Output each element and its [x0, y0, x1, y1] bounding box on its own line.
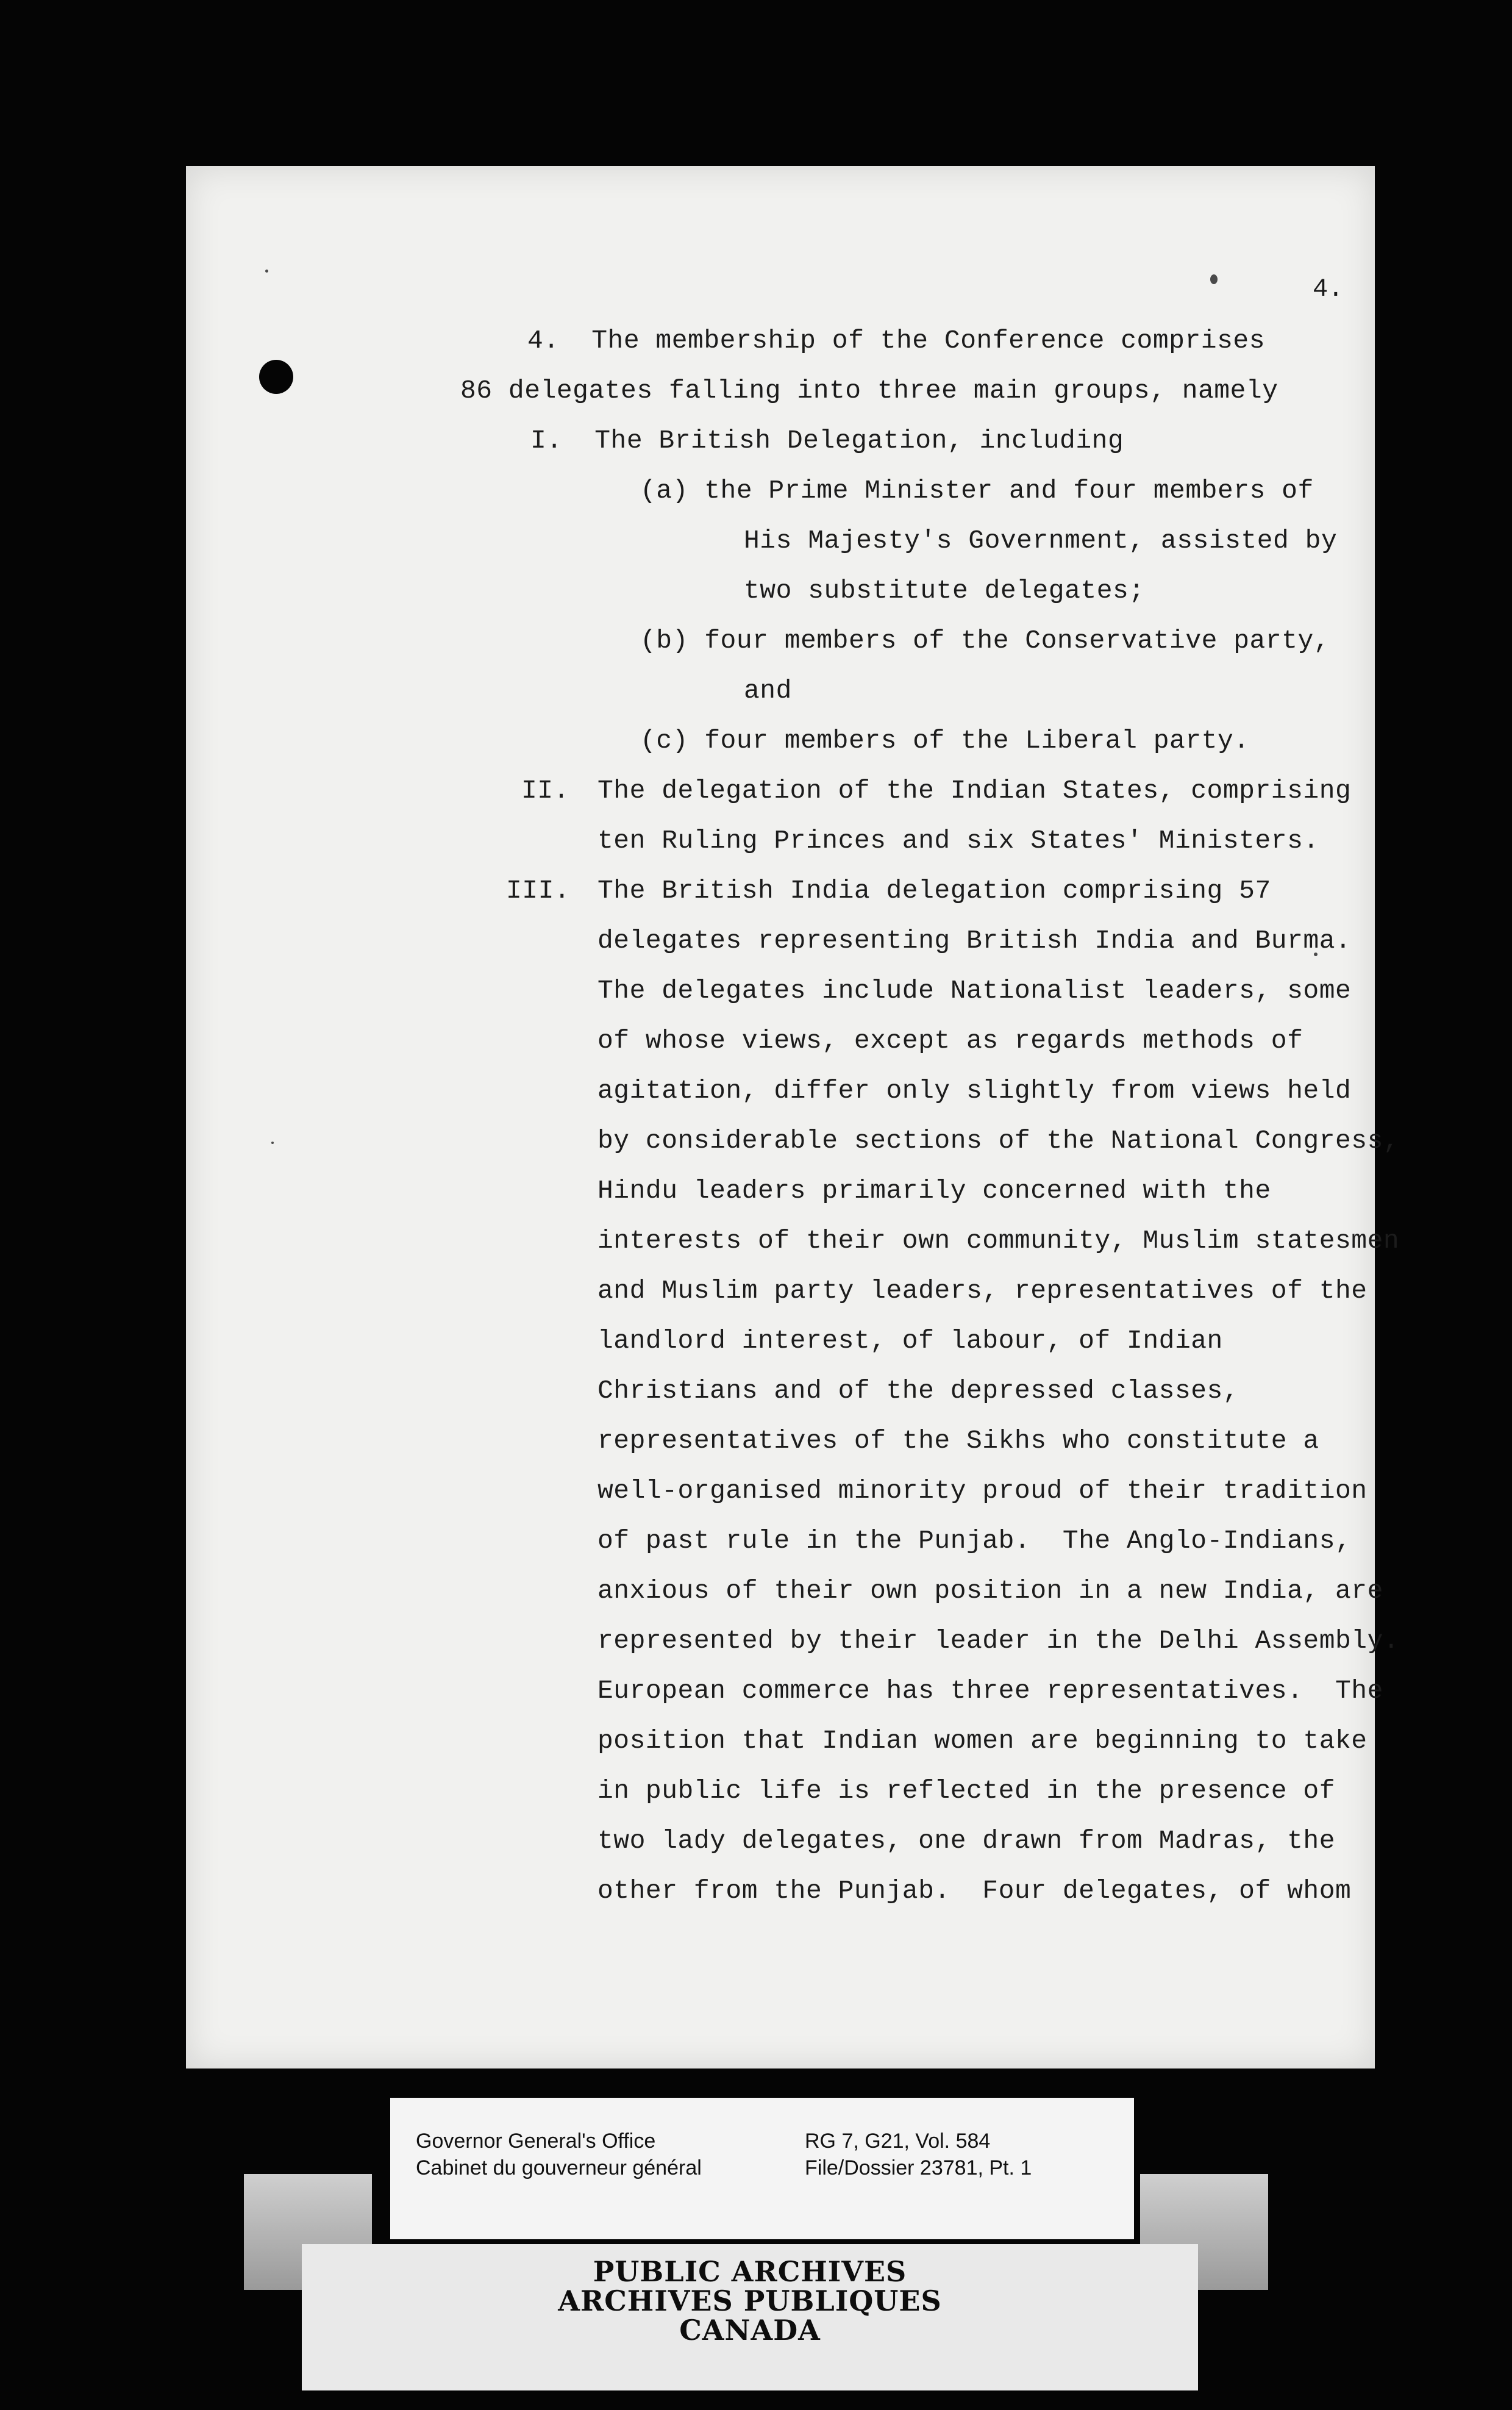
text-line: delegates representing British India and Burma. — [597, 926, 1352, 956]
text-line: other from the Punjab. Four delegates, of whom — [597, 1876, 1352, 1906]
text-line: and — [744, 676, 792, 706]
text-line: in public life is reflected in the presence of — [597, 1776, 1335, 1806]
file-reference: File/Dossier 23781, Pt. 1 — [805, 2156, 1032, 2179]
text-line: landlord interest, of labour, of Indian — [597, 1326, 1223, 1356]
archive-reference-label — [390, 2098, 1134, 2239]
text-line: Hindu leaders primarily concerned with the — [597, 1176, 1271, 1206]
record-group-reference: RG 7, G21, Vol. 584 — [805, 2129, 991, 2153]
text-line: agitation, differ only slightly from views held — [597, 1076, 1352, 1106]
text-line: His Majesty's Government, assisted by — [744, 526, 1338, 556]
archive-stamp — [302, 2244, 1198, 2390]
ink-speck — [271, 1142, 274, 1144]
text-line: represented by their leader in the Delhi Assembly. — [597, 1626, 1400, 1656]
text-line: Christians and of the depressed classes, — [597, 1376, 1239, 1406]
text-line: position that Indian women are beginning to take — [597, 1726, 1368, 1756]
office-english: Governor General's Office — [416, 2129, 656, 2153]
document-page — [186, 166, 1400, 2069]
section-numeral: II. — [521, 776, 569, 806]
stamp-line-country: CANADA — [679, 2314, 821, 2347]
punch-hole — [259, 360, 293, 394]
text-line: representatives of the Sikhs who constitute a — [597, 1426, 1319, 1456]
section-numeral: III. — [506, 876, 571, 906]
text-line: and Muslim party leaders, representatives of the — [597, 1276, 1368, 1306]
stamp-line-french: ARCHIVES PUBLIQUES — [558, 2284, 942, 2317]
text-line: (b) four members of the Conservative party, — [640, 626, 1330, 656]
text-line: by considerable sections of the National Congress, — [597, 1126, 1400, 1156]
text-line: The delegates include Nationalist leaders, some — [597, 976, 1352, 1006]
text-line: interests of their own community, Muslim statesmen — [597, 1226, 1400, 1256]
ink-speck — [265, 270, 268, 273]
text-line: well-organised minority proud of their tradition — [597, 1476, 1368, 1506]
stamp-line-english: PUBLIC ARCHIVES — [593, 2255, 907, 2288]
text-line: The British India delegation comprising 57 — [597, 876, 1271, 906]
text-line: (c) four members of the Liberal party. — [640, 726, 1250, 756]
text-line: of past rule in the Punjab. The Anglo-Indians, — [597, 1526, 1352, 1556]
text-line: (a) the Prime Minister and four members of — [640, 476, 1314, 506]
office-french: Cabinet du gouverneur général — [416, 2156, 702, 2179]
text-line: 86 delegates falling into three main groups, namely — [460, 376, 1278, 406]
text-line: The delegation of the Indian States, comprising — [597, 776, 1352, 806]
text-line: I. The British Delegation, including — [530, 426, 1124, 456]
page-number: 4. — [1313, 274, 1344, 304]
text-line: 4. The membership of the Conference comprises — [527, 326, 1265, 356]
text-line: two lady delegates, one drawn from Madras, the — [597, 1826, 1335, 1856]
text-line: European commerce has three representatives. The — [597, 1676, 1383, 1706]
text-line: of whose views, except as regards methods of — [597, 1026, 1303, 1056]
text-line: two substitute delegates; — [744, 576, 1145, 606]
ink-speck — [1210, 274, 1218, 284]
text-line: anxious of their own position in a new India, are — [597, 1576, 1383, 1606]
text-line: ten Ruling Princes and six States' Ministers. — [597, 826, 1319, 856]
